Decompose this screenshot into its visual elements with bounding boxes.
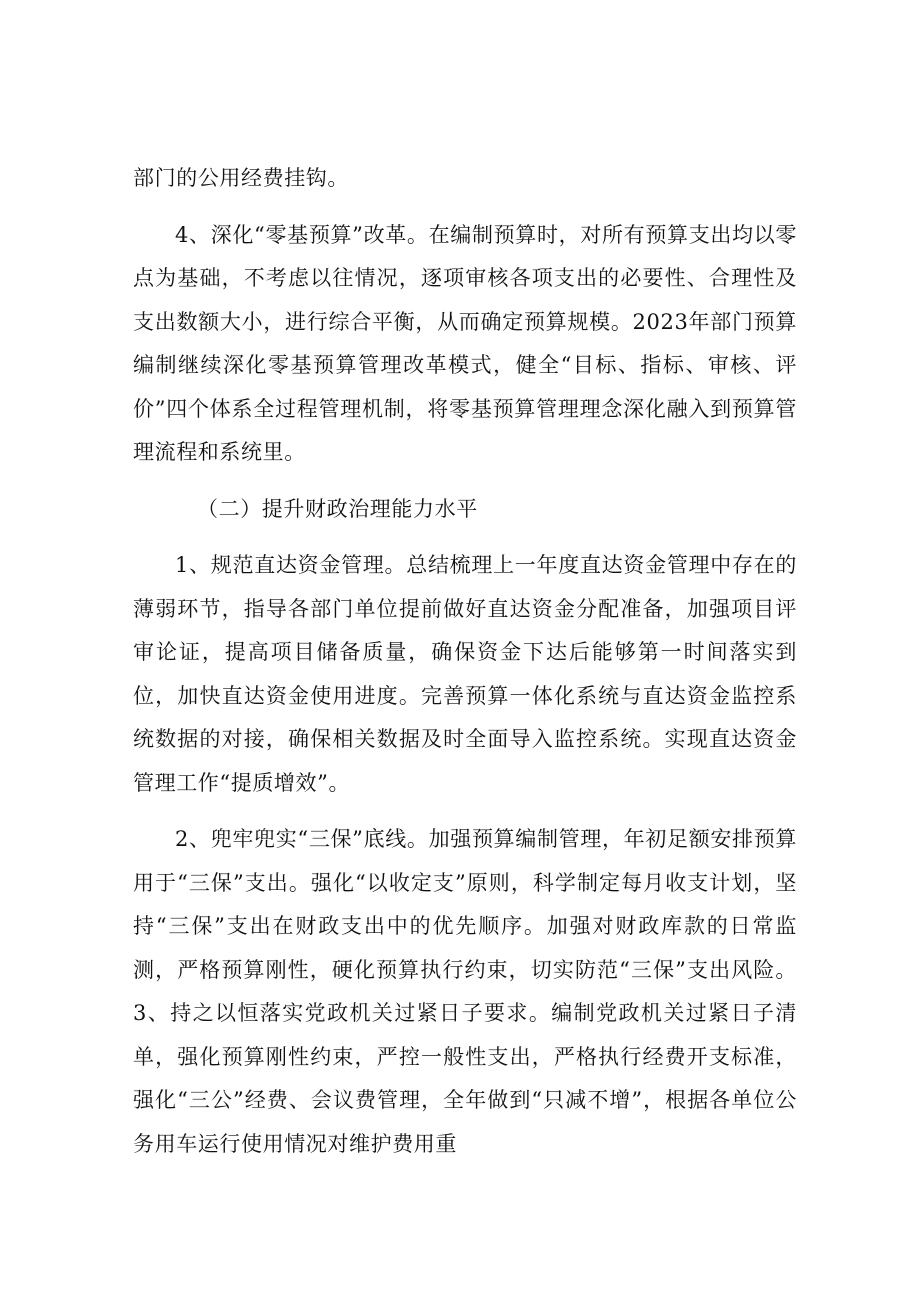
document-body bbox=[133, 157, 797, 1179]
section-heading: （二）提升财政治理能力水平 bbox=[197, 496, 478, 521]
paragraph-direct-funds: 1、规范直达资金管理。总结梳理上一年度直达资金管理中存在的薄弱环节，指导各部门单位提前做好直达资金分配准备，加强项目评审论证，提高项目储备质量，确保资金下达后能够第一时间落实到位，加快直达资金使用进度。完善预算一体化系统与直达资金监控系统数据的对接，确保相关数据及时全面导入监控系统。实现直达资金管理工作“提质增效”。 bbox=[133, 553, 797, 795]
paragraph-three-guarantees: 2、兜牢兜实“三保”底线。加强预算编制管理，年初足额安排预算用于“三保”支出。强化“以收定支”原则，科学制定每月收支计划，坚持“三保”支出在财政支出中的优先顺序。加强对财政库款的日常监测，严格预算刚性，硬化预算执行约束，切实防范“三保”支出风险。3、持之以恒落实党政机关过紧日子要求。编制党政机关过紧日子清单，强化预算刚性约束，严控一般性支出，严格执行经费开支标准，强化“三公”经费、会议费管理，全年做到“只减不增”，根据各单位公务用车运行使用情况对维护费用重 bbox=[133, 827, 797, 1156]
paragraph-zero-based-budget: 4、深化“零基预算”改革。在编制预算时，对所有预算支出均以零点为基础，不考虑以往情况，逐项审核各项支出的必要性、合理性及支出数额大小，进行综合平衡，从而确定预算规模。2023年部门预算编制继续深化零基预算管理改革模式，健全“目标、指标、审核、评价”四个体系全过程管理机制，将零基预算管理理念深化融入到预算管理流程和系统里。 bbox=[133, 222, 797, 464]
paragraph-continuation: 部门的公用经费挂钩。 bbox=[133, 166, 349, 190]
